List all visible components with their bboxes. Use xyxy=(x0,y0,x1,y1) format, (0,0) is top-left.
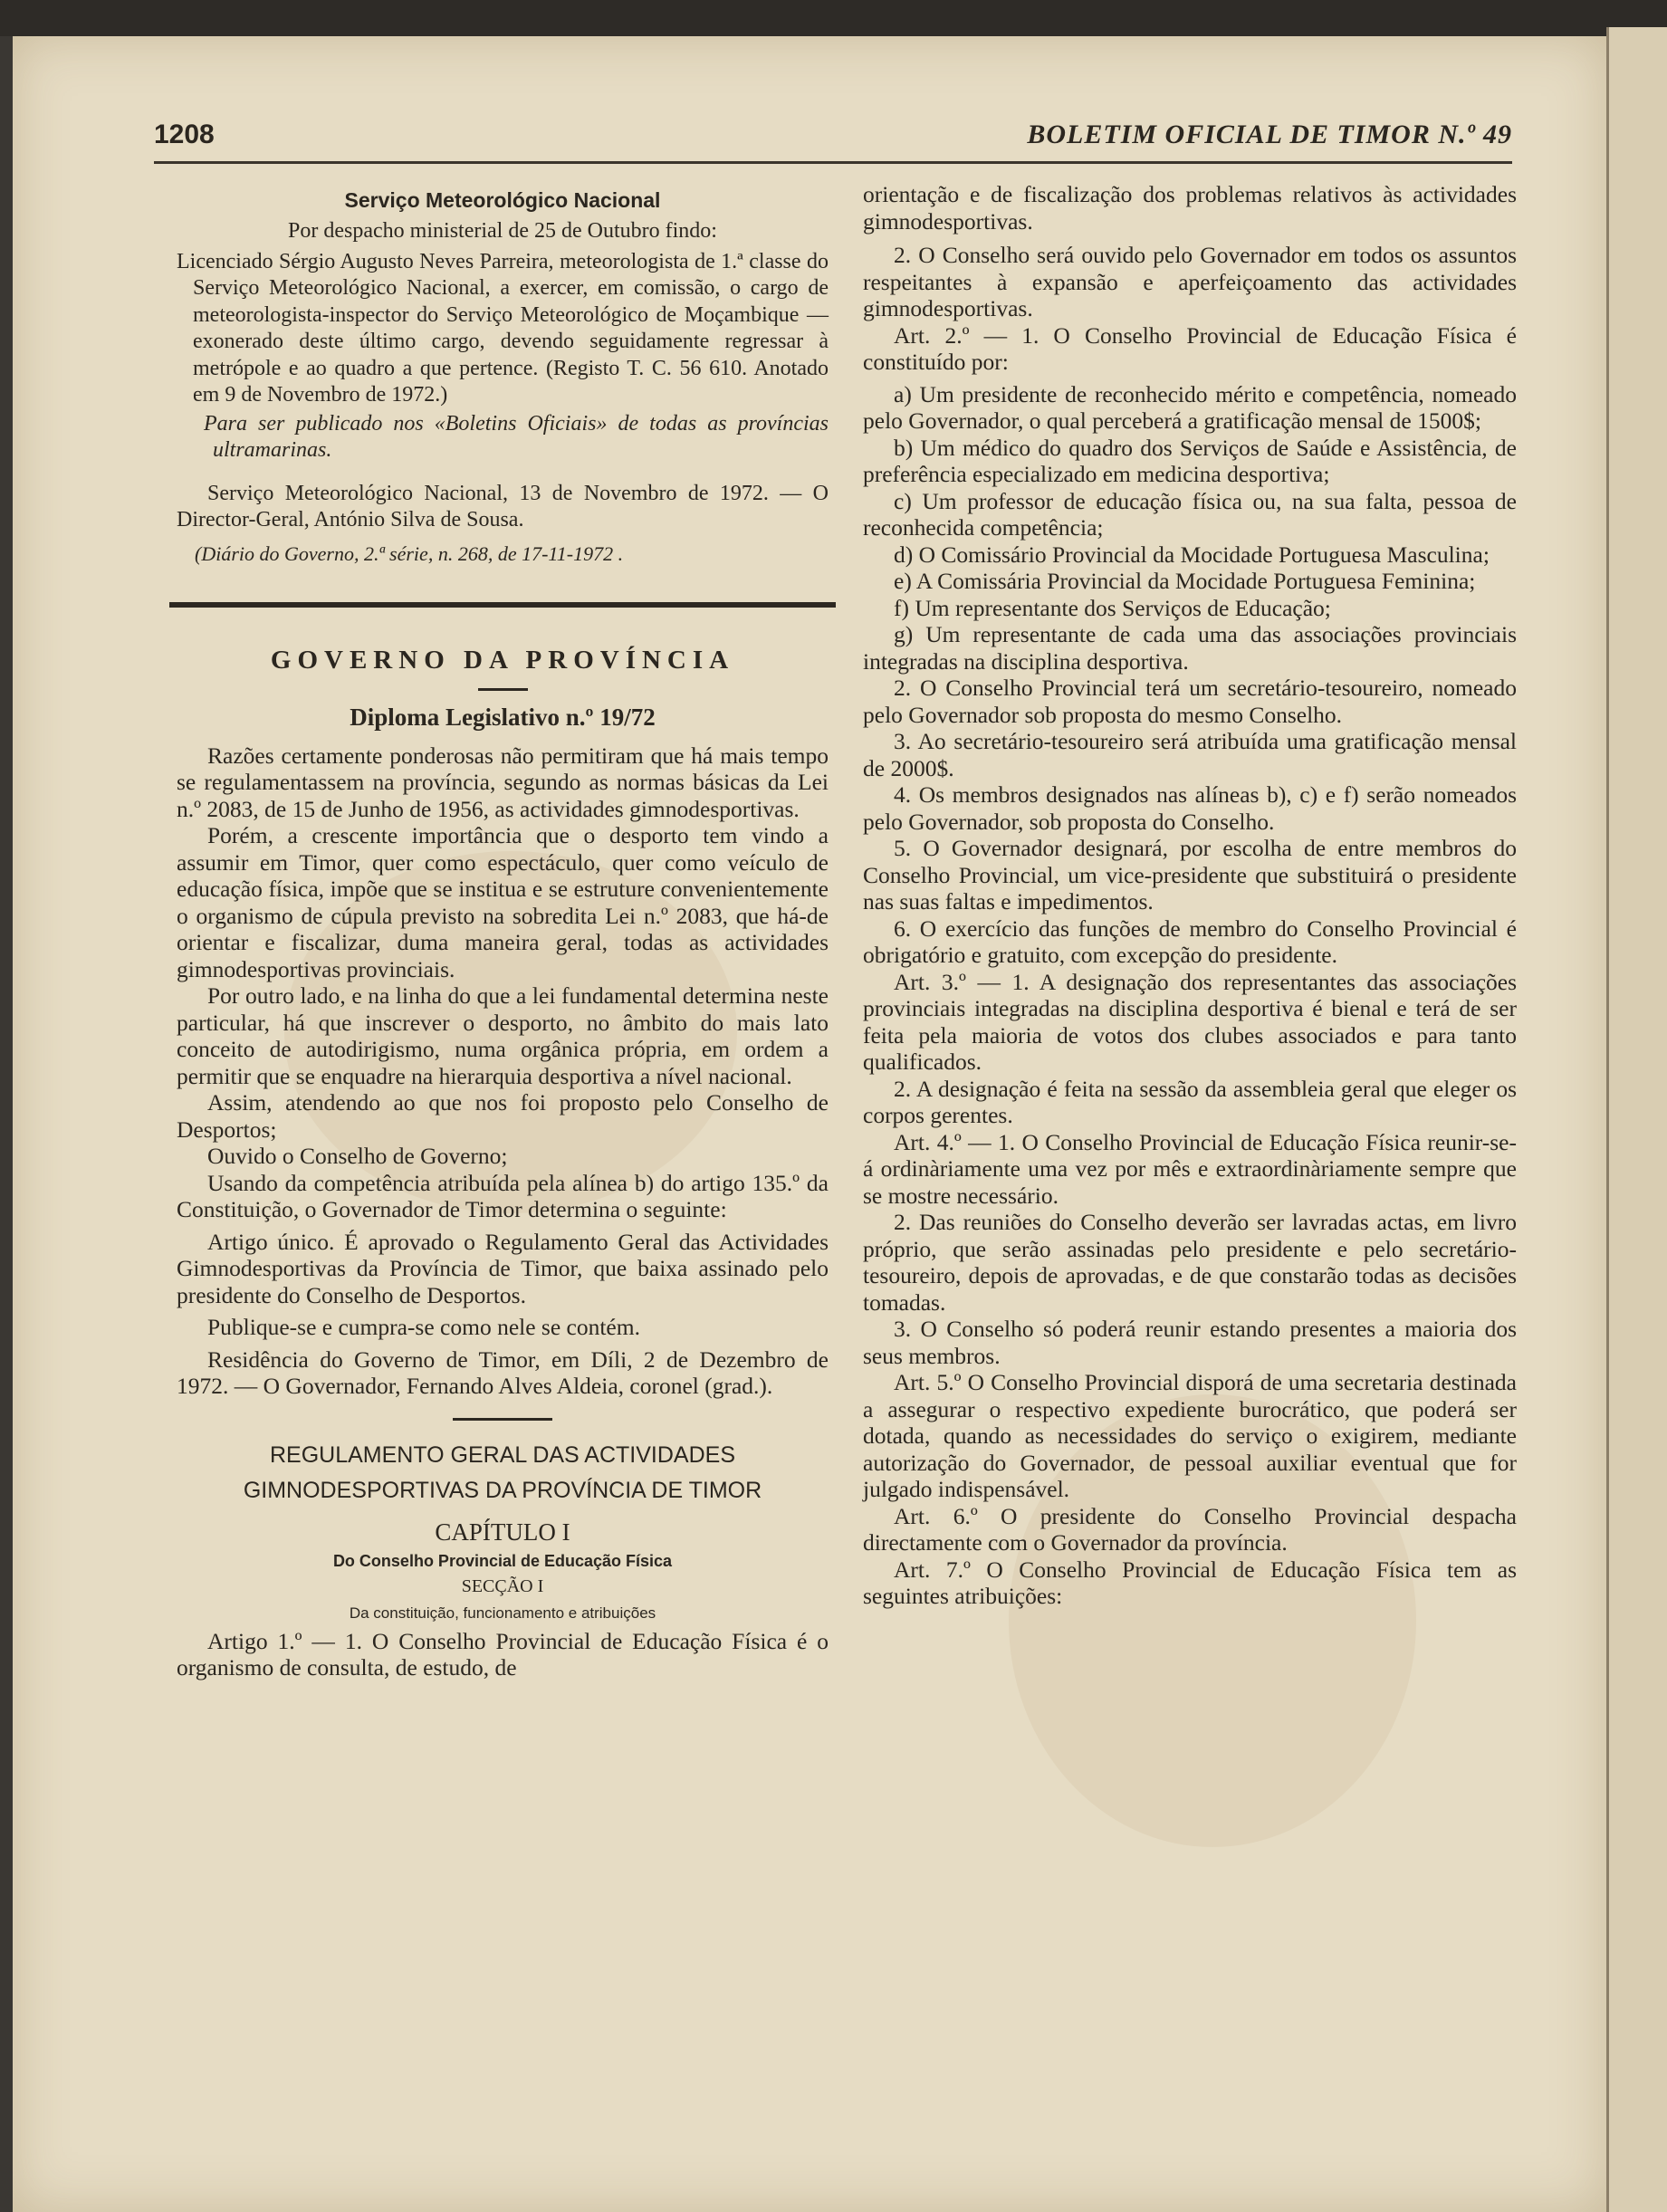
section-title: SECÇÃO I xyxy=(461,1575,544,1596)
paragraph: 3. Ao secretário-tesoureiro será atribuída uma gratificação mensal de 2000$. xyxy=(863,728,1517,781)
paragraph: Por outro lado, e na linha do que a lei fundamental determina neste particular, há que inscrever o desporto, no âmbito do mais lato conceito de autodirigismo, numa orgânica própria, em ordem a permitir que se enquadre na hierarquia desportiva a nível nacional. xyxy=(177,982,829,1089)
paragraph: Porém, a crescente importância que o desporto tem vindo a assumir em Timor, quer como espectáculo, quer como veículo de educação física, impõe que se institua e se estruture convenientemente o organismo de cúpula previsto na sobredita Lei n.º 2083, que há-de orientar e fiscalizar, duma maneira geral, todas as actividades gimnodesportivas provinciais. xyxy=(177,822,829,982)
paragraph: 5. O Governador designará, por escolha de entre membros do Conselho Provincial, um vice-presidente que substituirá o presidente nas suas faltas e impedimentos. xyxy=(863,835,1517,914)
paragraph: Art. 7.º O Conselho Provincial de Educação Física tem as seguintes atribuições: xyxy=(863,1556,1517,1609)
meteo-source: (Diário do Governo, 2.ª série, n. 268, de 17-11-1972 . xyxy=(195,541,624,565)
meteo-publish: Para ser publicado nos «Boletins Oficiais» de todas as províncias ultramarinas. xyxy=(204,411,829,462)
list-item: f) Um representante dos Serviços de Educação; xyxy=(894,594,1331,621)
paragraph: Assim, atendendo ao que nos foi proposto pelo Conselho de Desportos; xyxy=(177,1089,829,1143)
paragraph: Art. 5.º O Conselho Provincial disporá de uma secretaria destinada a assegurar o respectivo expediente burocrático, que poderá ser dotada, quando as necessidades do serviço o exigirem, mediante autorização do Governador, de pessoal auxiliar eventual que for julgado indispensável. xyxy=(863,1369,1517,1502)
paragraph: 4. Os membros designados nas alíneas b), c) e f) serão nomeados pelo Governador, sob proposta do Conselho. xyxy=(863,781,1517,835)
diploma-title: Diploma Legislativo n.º 19/72 xyxy=(350,703,656,731)
list-item: a) Um presidente de reconhecido mérito e competência, nomeado pelo Governador, o qual perceberá a gratificação mensal de 1500$; xyxy=(863,380,1517,434)
right-column xyxy=(863,181,1517,1610)
left-column xyxy=(177,181,829,1681)
title-rule xyxy=(478,688,528,691)
paragraph: Usando da competência atribuída pela alínea b) do artigo 135.º da Constituição, o Governador de Timor determina o seguinte: xyxy=(177,1169,829,1222)
paragraph: Artigo único. É aprovado o Regulamento Geral das Actividades Gimnodesportivas da Província de Timor, que baixa assinado pelo presidente do Conselho de Desportos. xyxy=(177,1228,829,1308)
paragraph: 3. O Conselho só poderá reunir estando presentes a maioria dos seus membros. xyxy=(863,1316,1517,1369)
section-subtitle: Da constituição, funcionamento e atribuições xyxy=(349,1604,656,1622)
regulation-title-line-2: GIMNODESPORTIVAS DA PROVÍNCIA DE TIMOR xyxy=(243,1477,762,1503)
paragraph: Art. 2.º — 1. O Conselho Provincial de Educação Física é constituído por: xyxy=(863,321,1517,375)
paragraph: Residência do Governo de Timor, em Díli, 2 de Dezembro de 1972. — O Governador, Fernando Alves Aldeia, coronel (grad.). xyxy=(177,1345,829,1399)
regulation-title-line-1: REGULAMENTO GERAL DAS ACTIVIDADES xyxy=(269,1441,735,1468)
list-item: b) Um médico do quadro dos Serviços de Saúde e Assistência, de preferência especializado em medicina desportiva; xyxy=(863,434,1517,487)
paragraph: Art. 6.º O presidente do Conselho Provincial despacha directamente com o Governador da província. xyxy=(863,1502,1517,1556)
list-item: d) O Comissário Provincial da Mocidade Portuguesa Masculina; xyxy=(894,541,1490,568)
meteo-signature: Serviço Meteorológico Nacional, 13 de Novembro de 1972. — O Director-Geral, António Silva de Sousa. xyxy=(177,481,829,531)
chapter-title: CAPÍTULO I xyxy=(435,1518,570,1546)
meteo-dispatch: Por despacho ministerial de 25 de Outubro findo: xyxy=(288,219,717,243)
paragraph: Publique-se e cumpra-se como nele se contém. xyxy=(207,1314,640,1340)
list-item: c) Um professor de educação física ou, na sua falta, pessoa de reconhecida competência; xyxy=(863,487,1517,541)
paragraph: Art. 3.º — 1. A designação dos representantes das associações provinciais integradas na disciplina desportiva é bienal e terá de ser feita pela maioria de votos dos clubes associados e para tanto qualificados. xyxy=(863,968,1517,1075)
paragraph: Razões certamente ponderosas não permitiram que há mais tempo se regulamentassem na província, segundo as normas básicas da Lei n.º 2083, de 15 de Junho de 1956, as actividades gimnodesportivas. xyxy=(177,742,829,822)
paragraph: 2. Das reuniões do Conselho deverão ser lavradas actas, em livro próprio, que serão assinadas pelo presidente e pelo secretário-tesoureiro, depois de aprovadas, e de que constarão todas as decisões tomadas. xyxy=(863,1209,1517,1316)
paragraph: Ouvido o Conselho de Governo; xyxy=(207,1143,508,1169)
journal-title: BOLETIM OFICIAL DE TIMOR N.º 49 xyxy=(1027,120,1512,149)
paragraph: Art. 4.º — 1. O Conselho Provincial de Educação Física reunir-se-á ordinàriamente uma vez por mês e extraordinàriamente sempre que se mostre necessário. xyxy=(863,1128,1517,1209)
government-title: GOVERNO DA PROVÍNCIA xyxy=(270,645,735,675)
list-item: g) Um representante de cada uma das associações provinciais integradas na disciplina desportiva. xyxy=(863,621,1517,675)
article-1: Artigo 1.º — 1. O Conselho Provincial de Educação Física é o organismo de consulta, de estudo, de xyxy=(177,1627,829,1681)
paragraph: 2. O Conselho Provincial terá um secretário-tesoureiro, nomeado pelo Governador sob proposta do mesmo Conselho. xyxy=(863,675,1517,728)
page-number: 1208 xyxy=(154,120,215,149)
paragraph: 6. O exercício das funções de membro do Conselho Provincial é obrigatório e gratuito, com excepção do presidente. xyxy=(863,914,1517,968)
scan-top-edge xyxy=(0,0,1667,36)
header-rule xyxy=(154,161,1512,164)
page-header xyxy=(154,118,1512,163)
meteo-body: Licenciado Sérgio Augusto Neves Parreira, meteorologista de 1.ª classe do Serviço Meteorológico Nacional, a exercer, em comissão, o cargo de meteorologista-inspector do Serviço Meteorológico de Moçambique — exonerado deste último cargo, devendo seguidamente regressar à metrópole e ao quadro a que pertence. (Registo T. C. 56 610. Anotado em 9 de Novembro de 1972.) xyxy=(177,249,829,407)
paragraph: 2. O Conselho será ouvido pelo Governador em todos os assuntos respeitantes à expansão e aperfeiçoamento das actividades gimnodesportivas. xyxy=(863,242,1517,321)
list-item: e) A Comissária Provincial da Mocidade Portuguesa Feminina; xyxy=(894,568,1476,594)
next-page-edge xyxy=(1606,27,1667,2212)
title-rule xyxy=(453,1418,552,1421)
section-divider xyxy=(169,602,836,608)
chapter-subtitle: Do Conselho Provincial de Educação Física xyxy=(332,1551,673,1570)
meteo-title: Serviço Meteorológico Nacional xyxy=(344,188,661,212)
paragraph: orientação e de fiscalização dos problemas relativos às actividades gimnodesportivas. xyxy=(863,181,1517,235)
paragraph: 2. A designação é feita na sessão da assembleia geral que eleger os corpos gerentes. xyxy=(863,1075,1517,1128)
